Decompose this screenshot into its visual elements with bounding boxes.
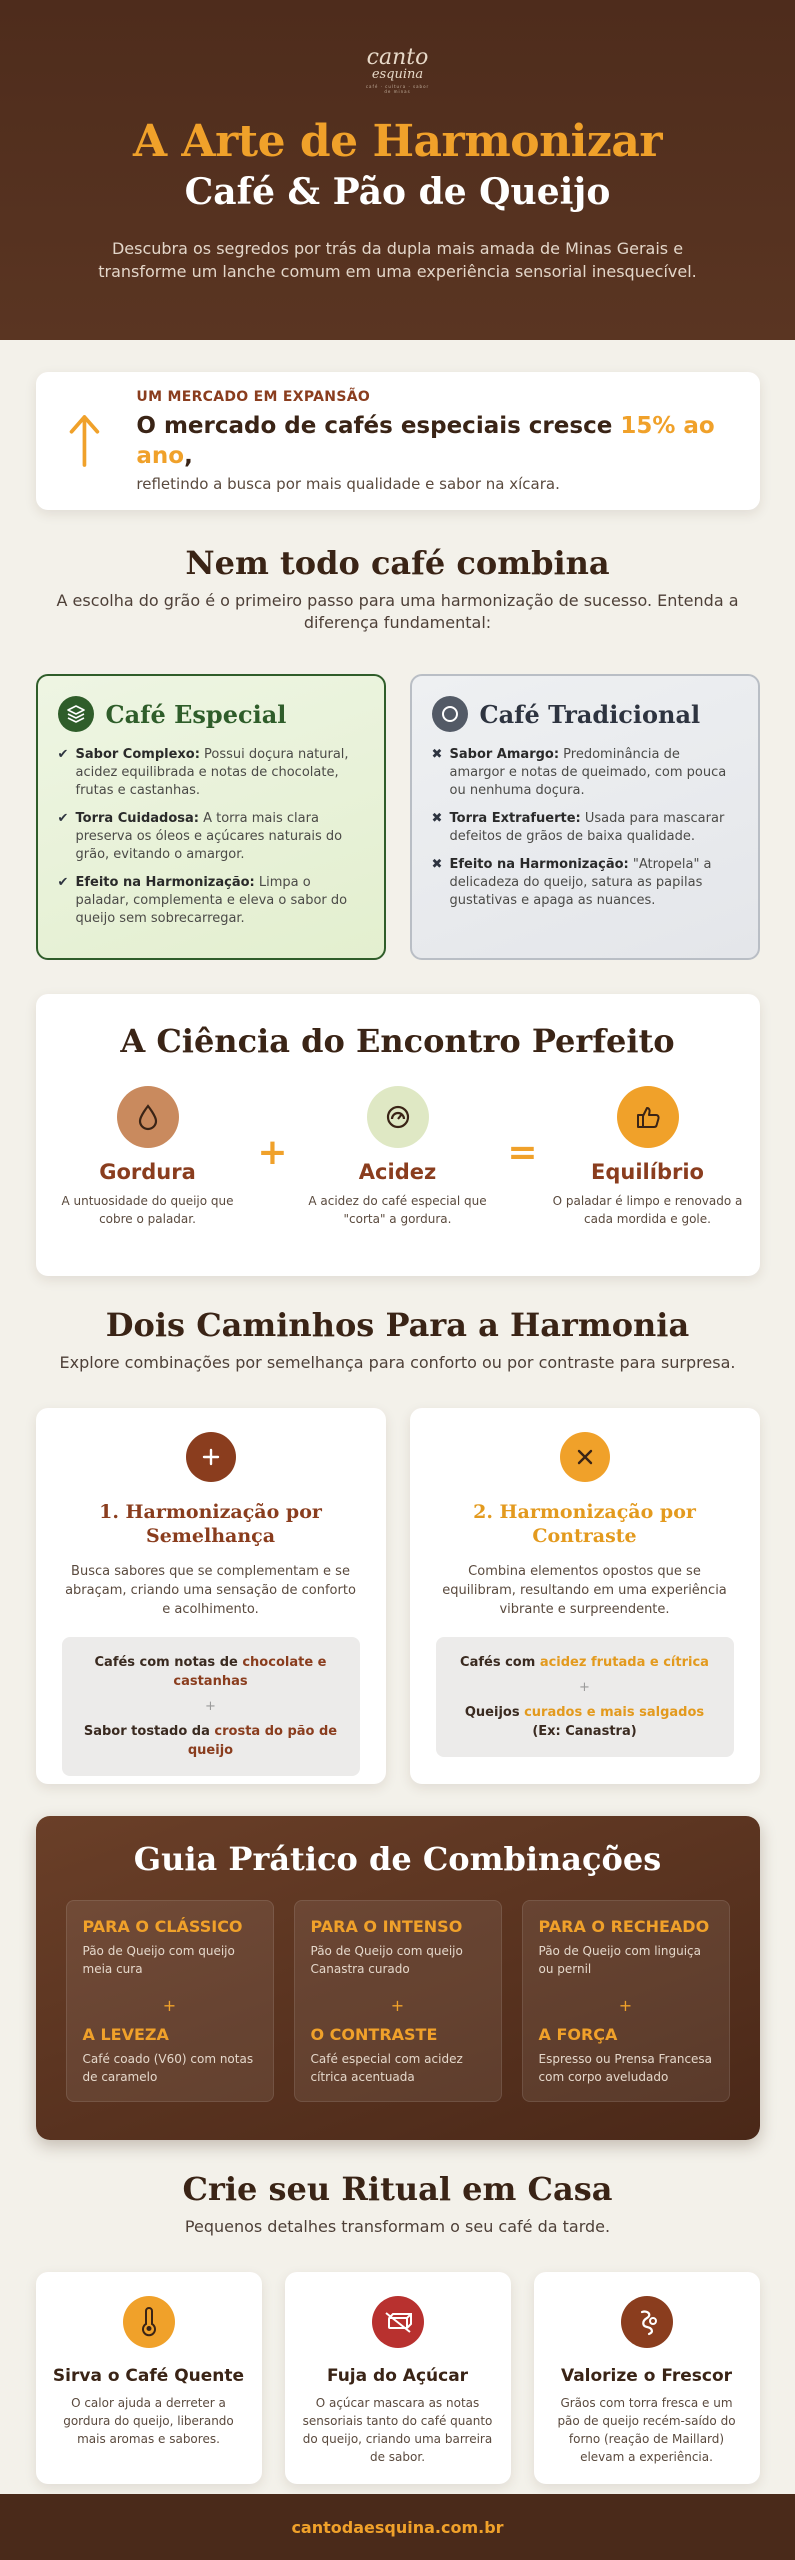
science-desc: A acidez do café especial que "corta" a gordura. bbox=[308, 1194, 487, 1226]
guide-text: Pão de Queijo com queijo Canastra curado bbox=[310, 1944, 463, 1976]
path-semelhanca-example: Cafés com notas de chocolate e castanhas + Sabor tostado da crosta do pão de queijo bbox=[62, 1637, 360, 1776]
guide-head: PARA O RECHEADO bbox=[538, 1917, 710, 1936]
guide-text: Pão de Queijo com linguiça ou pernil bbox=[538, 1944, 702, 1976]
tradicional-item: ✖ Efeito na Harmonização: "Atropela" a delicadeza do queijo, satura as papilas gustativas e apaga as nuances. bbox=[431, 857, 712, 908]
cross-icon: ✖ bbox=[431, 747, 443, 762]
hero-description: Descubra os segredos por trás da dupla mais amada de Minas Gerais e transforme um lanche comum em uma experiência sensorial inesquecível. bbox=[98, 239, 697, 281]
paths-title: Dois Caminhos Para a Harmonia bbox=[105, 1306, 690, 1344]
hero-header bbox=[0, 0, 795, 340]
science-item-acidez bbox=[303, 1086, 493, 1228]
guide-plus: + bbox=[618, 1996, 633, 2015]
science-item-gordura bbox=[53, 1086, 243, 1228]
especial-title: Café Especial bbox=[105, 699, 287, 729]
guide-col bbox=[66, 1900, 274, 2102]
ritual-item bbox=[285, 2272, 511, 2484]
check-icon: ✔ bbox=[57, 811, 69, 826]
guide-head: PARA O INTENSO bbox=[310, 1917, 463, 1936]
science-name: Acidez bbox=[358, 1160, 437, 1184]
ritual-desc: Grãos com torra fresca e um pão de queijo recém-saído do forno (reação de Maillard) elevam a experiência. bbox=[557, 2396, 736, 2464]
swirl-icon bbox=[621, 2296, 673, 2348]
cross-icon: ✖ bbox=[431, 857, 443, 872]
guide-text: Café coado (V60) com notas de caramelo bbox=[82, 2052, 254, 2084]
ritual-title: Crie seu Ritual em Casa bbox=[182, 2170, 613, 2208]
plus-icon bbox=[186, 1432, 236, 1482]
path-contraste-card bbox=[410, 1408, 760, 1784]
market-card bbox=[36, 372, 760, 510]
drop-icon bbox=[117, 1086, 179, 1148]
science-desc: A untuosidade do queijo que cobre o paladar. bbox=[61, 1194, 234, 1226]
guide-plus: + bbox=[162, 1996, 177, 2015]
path-semelhanca-desc: Busca sabores que se complementam e se abraçam, criando uma sensação de conforto e acolhimento. bbox=[65, 1564, 356, 1617]
ritual-section bbox=[36, 2272, 760, 2484]
plus-sign: + bbox=[257, 1132, 288, 1173]
ritual-item bbox=[36, 2272, 262, 2484]
tradicional-card bbox=[410, 674, 760, 960]
guide-head: A LEVEZA bbox=[82, 2025, 169, 2044]
guide-head: O CONTRASTE bbox=[310, 2025, 438, 2044]
tradicional-item: ✖ Sabor Amargo: Predominância de amargor e notas de queimado, com pouca ou nenhuma doçura. bbox=[431, 747, 727, 798]
science-desc: O paladar é limpo e renovado a cada mordida e gole. bbox=[552, 1194, 743, 1226]
guide-text: Café especial com acidez cítrica acentuada bbox=[310, 2052, 463, 2084]
footer-link[interactable]: cantodaesquina.com.br bbox=[291, 2517, 504, 2537]
hero-title: A Arte de Harmonizar bbox=[132, 116, 663, 167]
guide-head: A FORÇA bbox=[538, 2025, 618, 2044]
guide-text: Espresso ou Prensa Francesa com corpo aveludado bbox=[538, 2052, 713, 2084]
market-headline-post: , bbox=[184, 443, 193, 469]
science-card bbox=[36, 994, 760, 1276]
path-semelhanca-card bbox=[36, 1408, 386, 1784]
market-sub: refletindo a busca por mais qualidade e sabor na xícara. bbox=[136, 475, 560, 493]
ritual-item bbox=[534, 2272, 760, 2484]
science-item-equilibrio bbox=[553, 1086, 743, 1228]
check-icon: ✔ bbox=[57, 747, 69, 762]
guide-plus: + bbox=[390, 1996, 405, 2015]
brand-logo[interactable] bbox=[363, 40, 433, 102]
guide-col bbox=[294, 1900, 502, 2102]
cross-icon: ✖ bbox=[431, 811, 443, 826]
science-name: Gordura bbox=[99, 1160, 196, 1184]
hero-subtitle: Café & Pão de Queijo bbox=[184, 171, 611, 213]
ritual-desc: O açúcar mascara as notas sensoriais tanto do café quanto do queijo, criando uma barreira de sabor. bbox=[302, 2396, 493, 2464]
no-sugar-icon bbox=[372, 2296, 424, 2348]
ritual-title-text: Fuja do Açúcar bbox=[326, 2366, 469, 2386]
check-icon: ✔ bbox=[57, 875, 69, 890]
arrow-up-icon bbox=[66, 411, 103, 471]
especial-card bbox=[36, 674, 386, 960]
market-headline bbox=[136, 411, 729, 471]
market-headline-pre: O mercado de cafés especiais cresce bbox=[136, 413, 621, 439]
guide-head: PARA O CLÁSSICO bbox=[82, 1917, 243, 1936]
guide-col bbox=[522, 1900, 730, 2102]
path-contraste-desc: Combina elementos opostos que se equilibram, resultando em uma experiência vibrante e surpreendente. bbox=[442, 1564, 727, 1617]
logo-line2: esquina bbox=[371, 67, 424, 82]
layers-icon bbox=[58, 696, 94, 732]
science-title: A Ciência do Encontro Perfeito bbox=[120, 1022, 675, 1060]
footer bbox=[0, 2494, 795, 2560]
ritual-title-text: Sirva o Café Quente bbox=[52, 2366, 245, 2386]
thumbs-up-icon bbox=[617, 1086, 679, 1148]
ritual-subtitle: Pequenos detalhes transformam o seu café da tarde. bbox=[184, 2217, 611, 2236]
logo-tagline: café · cultura · sabor de minas bbox=[365, 84, 430, 94]
logo-line1: canto bbox=[366, 45, 429, 70]
especial-item: ✔ Torra Cuidadosa: A torra mais clara preserva os óleos e açúcares naturais do grão, evitando o amargor. bbox=[57, 811, 343, 862]
tradicional-title: Café Tradicional bbox=[479, 699, 701, 729]
guide-section bbox=[36, 1816, 760, 2140]
ritual-desc: O calor ajuda a derreter a gordura do queijo, liberando mais aromas e sabores. bbox=[63, 2396, 234, 2446]
close-icon bbox=[560, 1432, 610, 1482]
paths-section bbox=[36, 1408, 760, 1784]
guide-text: Pão de Queijo com queijo meia cura bbox=[82, 1944, 235, 1976]
path-contraste-example: Cafés com acidez frutada e cítrica + Queijos curados e mais salgados (Ex: Canastra) bbox=[436, 1637, 734, 1757]
market-kicker: UM MERCADO EM EXPANSÃO bbox=[136, 389, 371, 405]
compare-subtitle: A escolha do grão é o primeiro passo para uma harmonização de sucesso. Entenda a diferença fundamental: bbox=[56, 591, 739, 632]
path-contraste-title: 2. Harmonização por Contraste bbox=[473, 1501, 696, 1547]
especial-item: ✔ Efeito na Harmonização: Limpa o paladar, complementa e eleva o sabor do queijo sem sobrecarregar. bbox=[57, 875, 348, 926]
ritual-title-text: Valorize o Frescor bbox=[560, 2366, 733, 2386]
compare-title: Nem todo café combina bbox=[185, 544, 610, 582]
path-semelhanca-title: 1. Harmonização por Semelhança bbox=[99, 1501, 322, 1547]
tradicional-item: ✖ Torra Extrafuerte: Usada para mascarar defeitos de grãos de baixa qualidade. bbox=[431, 811, 725, 844]
market-headline-highlight: 15% ao ano bbox=[136, 413, 715, 469]
gauge-icon bbox=[367, 1086, 429, 1148]
circle-icon bbox=[432, 696, 468, 732]
especial-item: ✔ Sabor Complexo: Possui doçura natural, acidez equilibrada e notas de chocolate, frutas e castanhas. bbox=[57, 747, 349, 798]
thermometer-icon bbox=[123, 2296, 175, 2348]
science-name: Equilíbrio bbox=[591, 1160, 704, 1184]
compare-section bbox=[36, 674, 760, 960]
guide-title: Guia Prático de Combinações bbox=[133, 1840, 662, 1878]
paths-subtitle: Explore combinações por semelhança para conforto ou por contraste para surpresa. bbox=[59, 1353, 736, 1372]
equals-sign: = bbox=[507, 1132, 538, 1173]
